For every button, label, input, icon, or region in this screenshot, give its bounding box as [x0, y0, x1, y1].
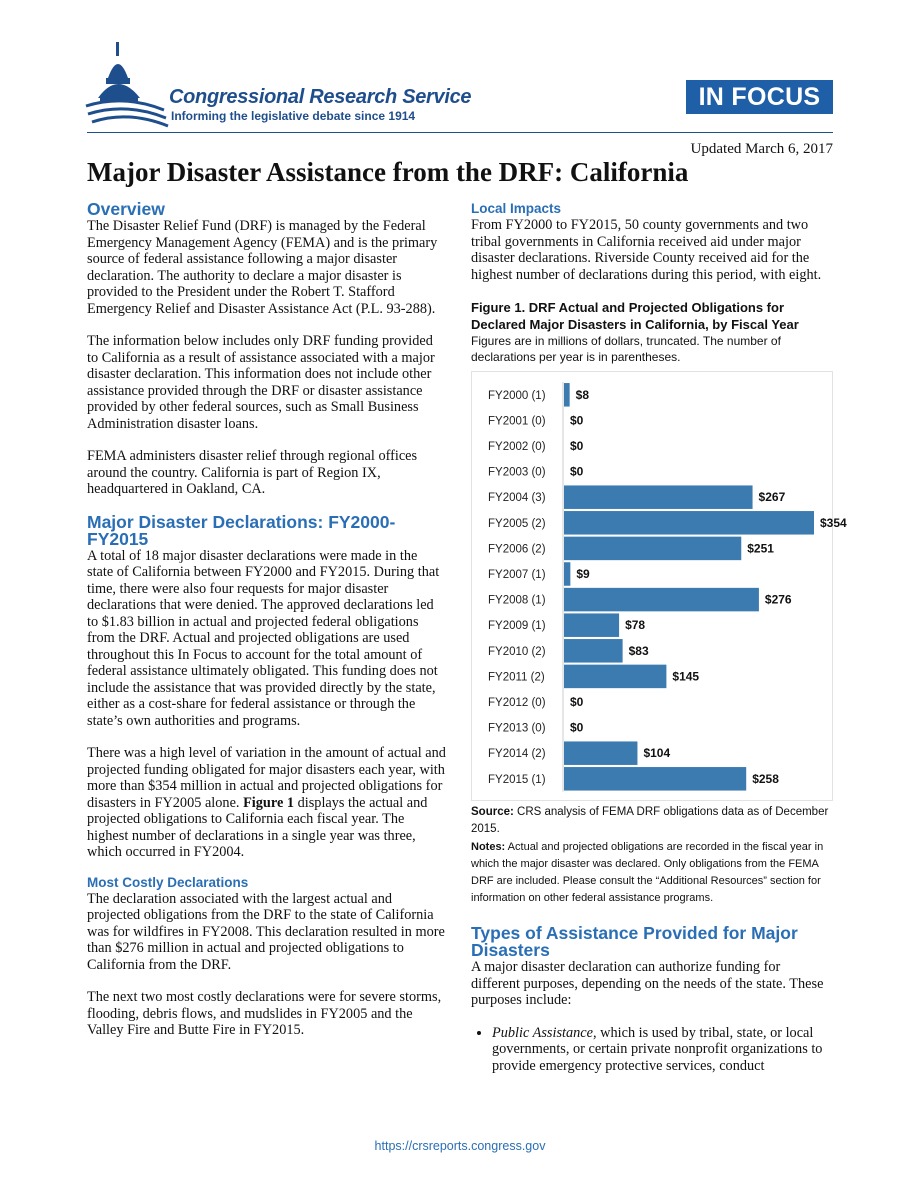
- value-label: $0: [570, 464, 584, 479]
- source-label: Source:: [471, 806, 514, 818]
- value-label: $9: [576, 567, 590, 581]
- category-label: FY2007 (1): [488, 569, 546, 581]
- local-impacts-heading: Local Impacts: [471, 201, 562, 216]
- figure-notes: [471, 839, 831, 907]
- category-label: FY2006 (2): [488, 543, 546, 556]
- figure-title: Figure 1. DRF Actual and Projected Obligations for Declared Major Disasters in California, by Fiscal Year: [471, 300, 799, 332]
- in-focus-badge: IN FOCUS: [686, 80, 833, 114]
- bar: [564, 767, 746, 791]
- category-label: FY2010 (2): [488, 645, 546, 658]
- overview-paragraph-2: The information below includes only DRF funding provided to California as a result of assistance associated with a major disaster declaration. This information does not include other assistance provided through the DRF or disaster assistance provided by other federal sources, such as Small Business Administration disaster loans.: [87, 333, 435, 432]
- value-label: $78: [625, 618, 646, 633]
- declarations-text-a: There was a high level of variation in the amount of actual and projected funding obligated for major disasters each year, with more than $354 million in actual and projected obligations for disasters in FY2005 alone.: [87, 745, 446, 811]
- declarations-paragraph-1: A total of 18 major disaster declarations were made in the state of California between FY2000 and FY2015. During that time, there were also four requests for major disaster declarations that were denied. The approved declarations led to $1.83 billion in actual and projected federal obligations from the DRF. Actual and projected obligations are used throughout this In Focus to account for the total amount of federal assistance ultimately obligated. This funding does not include the assistance that was provided directly by the state, either as a cost-share for federal assistance or through the state’s own authorities and programs.: [87, 547, 440, 729]
- bar: [564, 383, 570, 407]
- value-label: $251: [747, 541, 774, 556]
- local-impacts-paragraph: From FY2000 to FY2015, 50 county governments and two tribal governments in California received aid under major disaster declarations. Riverside County received aid for the highest number of declarations during this period, with eight.: [471, 217, 822, 283]
- value-label: $276: [764, 592, 792, 607]
- category-label: FY2011 (2): [488, 671, 545, 684]
- header-rule: [87, 132, 833, 133]
- costly-paragraph-1: The declaration associated with the largest actual and projected obligations from the DRF to the state of California was for wildfires in FY2008. This declaration resulted in more than $276 million in actual and projected obligations to California from the DRF.: [87, 890, 445, 973]
- org-tagline: Informing the legislative debate since 1914: [171, 109, 416, 123]
- right-column: [471, 201, 847, 1074]
- category-label: FY2014 (2): [488, 748, 546, 761]
- value-label: $8: [575, 387, 590, 402]
- category-label: FY2005 (2): [488, 517, 546, 530]
- bar: [564, 613, 619, 637]
- bar: [564, 639, 623, 663]
- category-label: FY2012 (0): [488, 697, 546, 709]
- category-label: FY2001 (0): [488, 415, 546, 428]
- value-label: $0: [570, 720, 584, 735]
- page-title: Major Disaster Assistance from the DRF: California: [87, 157, 689, 187]
- declarations-text-b: displays the actual and projected obligations to California each fiscal year. The highest number of declarations in a single year was three, which occurred in FY2004.: [87, 794, 428, 860]
- org-name: Congressional Research Service: [169, 86, 472, 108]
- overview-paragraph-3: FEMA administers disaster relief through regional offices around the country. California is part of Region IX, headquartered in Oakland, CA.: [87, 448, 418, 497]
- bar: [564, 665, 666, 689]
- value-label: $354: [820, 515, 847, 530]
- value-label: $267: [758, 490, 786, 505]
- category-label: FY2009 (1): [488, 620, 546, 633]
- notes-text: Actual and projected obligations are recorded in the fiscal year in which the major disaster was declared. Only obligations from the FEMA DRF are included. Please consult the “Additional Resources” section for information on other federal assistance programs.: [471, 841, 824, 904]
- bullet-term: Public Assistance: [492, 1024, 593, 1041]
- category-label: FY2015 (1): [488, 773, 546, 786]
- costly-heading: Most Costly Declarations: [87, 874, 249, 890]
- category-label: FY2000 (1): [488, 389, 546, 402]
- list-item: [492, 1025, 831, 1075]
- value-label: $0: [570, 413, 584, 428]
- figure-source: [471, 804, 831, 838]
- bar: [564, 562, 570, 586]
- category-label: FY2013 (0): [488, 722, 546, 735]
- bar: [564, 485, 753, 509]
- value-label: $0: [570, 695, 584, 709]
- overview-paragraph-1: The Disaster Relief Fund (DRF) is managed by the Federal Emergency Management Agency (FEMA) and is the primary source of federal assistance following a major disaster declaration. The authority to declare a major disaster is provided to the President under the Robert T. Stafford Emergency Relief and Disaster Assistance Act (P.L. 93-288).: [87, 218, 438, 317]
- category-label: FY2004 (3): [488, 492, 546, 505]
- source-text: CRS analysis of FEMA DRF obligations data as of December 2015.: [471, 806, 829, 835]
- bar: [564, 588, 759, 612]
- value-label: $83: [628, 643, 649, 658]
- value-label: $258: [752, 771, 779, 786]
- obligations-chart: [471, 371, 847, 801]
- category-label: FY2003 (0): [488, 466, 546, 479]
- types-paragraph: A major disaster declaration can authorize funding for different purposes, depending on the needs of the state. These purposes include:: [471, 959, 824, 1008]
- category-label: FY2002 (0): [488, 441, 546, 453]
- bullet-text: , which is used by tribal, state, or local governments, or certain private nonprofit organizations to provide emergency protective services, conduct: [492, 1024, 823, 1074]
- value-label: $145: [672, 669, 700, 684]
- footer-url[interactable]: https://crsreports.congress.gov: [374, 1139, 546, 1153]
- assistance-list: [471, 1025, 831, 1075]
- notes-label: Notes:: [471, 841, 506, 853]
- declarations-paragraph-2: [87, 745, 447, 861]
- overview-heading: Overview: [87, 199, 165, 219]
- left-column: [87, 201, 447, 1039]
- declarations-heading: Major Disaster Declarations: FY2000-FY2015: [87, 511, 396, 549]
- figure-reference: Figure 1: [243, 794, 295, 811]
- bar: [564, 537, 741, 561]
- costly-paragraph-2: The next two most costly declarations were for severe storms, flooding, debris flows, and mudslides in FY2005 and the Valley Fire and Butte Fire in FY2015.: [87, 989, 442, 1038]
- category-label: FY2008 (1): [488, 594, 546, 607]
- bar: [564, 511, 814, 535]
- figure-subtitle: Figures are in millions of dollars, truncated. The number of declarations per year is in parentheses.: [471, 334, 781, 364]
- obligations-bar-chart: [472, 372, 847, 800]
- types-heading: Types of Assistance Provided for Major Disasters: [471, 923, 798, 960]
- value-label: $0: [570, 439, 584, 453]
- updated-date: Updated March 6, 2017: [690, 141, 833, 157]
- value-label: $104: [643, 746, 671, 761]
- bar: [564, 741, 637, 765]
